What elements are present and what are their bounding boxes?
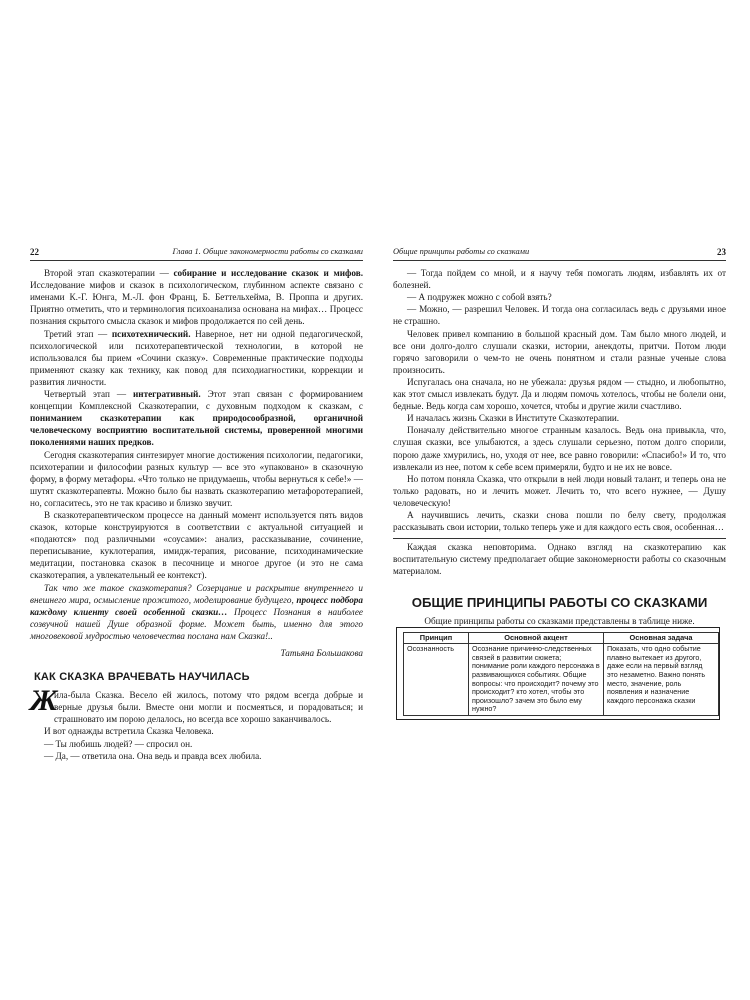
story-paragraph: Человек привел компанию в большой красный дом. Там было много людей, и все они долго-долго слушали сказки, истории, анекдоты, притчи. Потом люди горячо заговорили о чем-то не очень понятном и стали разные ученые слова произносить. [393, 328, 726, 375]
text-run: Четвертый этап — [44, 389, 133, 400]
story-paragraph: ила-была Сказка. Весело ей жилось, потому что рядом всегда добрые и верные друзья были. Вместе они могли и посмеяться, и порадоваться; и страшновато им порою делалось, но всегда все хорошо заканчивалось. [54, 690, 363, 725]
paragraph-five-kinds: В сказкотерапевтическом процессе на данный момент используется пять видов сказок, которые конструируются в соответствии с актуальной ситуацией и «подаются» под различными «соусами»: анализ, рассказывание, сочинение, переписывание, куклотерапия, имидж-терапия, рисование, психодинамические медитации, постановка сказок в песочнице и многое другое (и это не сама сказкотерапия, а увлекательный ее контекст). [30, 509, 363, 581]
text-run: Третий этап — [44, 328, 112, 339]
text-run: Второй этап сказкотерапии — [44, 268, 174, 279]
table-cell: Осознание причинно-следственных связей в развитии сюжета; понимание роли каждого персонажа в развивающихся событиях. Общие вопросы: что происходит? почему это происходит? кто хотел, чтобы это произошло? зачем это было ему нужно? [469, 644, 604, 716]
story-line: — Да, — ответила она. Она ведь и правда всех любила. [44, 750, 262, 761]
left-page-number: 22 [30, 247, 39, 257]
author-signature: Татьяна Большакова [280, 648, 363, 658]
story-paragraph: Но потом поняла Сказка, что открыли в ней люди новый талант, и теперь она не только радовать, но и лечить может. Лечить то, что всего нужнее, — Душу человеческую! [393, 473, 726, 508]
right-running-title: Общие принципы работы со сказками [393, 247, 530, 256]
principles-table [403, 632, 719, 716]
table-cell: Осознанность [404, 644, 469, 716]
story-line: И вот однажды встретила Сказка Человека. [44, 726, 214, 737]
story-line: — Ты любишь людей? — спросил он. [44, 738, 193, 749]
table-header-cell: Основной акцент [469, 632, 604, 644]
table-header-cell: Основная задача [604, 632, 719, 644]
story-opening [30, 684, 363, 725]
text-run: Исследование мифов и сказок в психологическом, глубинном аспекте связано с именами К.-Г. Юнга, М.-Л. фон Франц, Б. Беттельхейма, В. Проппа и других. Приятно отметить, что и терминология психоанализа основана на мифах… Процесс познания скрытого смысла сказок и мифов продолжается по сей день. [30, 280, 363, 327]
paragraph-conclusion: Каждая сказка неповторима. Однако взгляд на сказкотерапию как воспитательную систему предполагает общие закономерности работы со сказочным материалом. [393, 542, 726, 577]
drop-cap: Ж [30, 684, 58, 718]
bold-italic-text-run: процесс подбора каждому клиенту своей особенной сказки… [30, 594, 363, 617]
right-page [393, 246, 726, 766]
bold-text-run: психотехнический. [111, 328, 191, 339]
principles-table-frame [396, 627, 720, 720]
left-running-head [30, 246, 363, 261]
story-line: — Тогда пойдем со мной, и я научу тебя помогать людям, избавлять их от болезней. [393, 268, 726, 291]
text-run: Этот этап связан с формированием концепции Комплексной Сказкотерапии, с духовным подходом к сказкам, с [30, 389, 363, 412]
story-paragraph: Испугалась она сначала, но не убежала: друзья рядом — стыдно, и любопытно, как этот смысл извлекать будут. Да и людям помочь хотелось, чтобы не болели они, бедные. Ведь когда сам хорошо, хочется, чтобы и другие жили счастливо. [393, 376, 726, 412]
italic-text-run: Процесс Познания в наиболее созвучной нашей Душе образной форме. Может быть, именно для этого многовековой мудростью человечества послана нам Сказка!.. [30, 606, 363, 641]
paragraph-stage-two [30, 267, 363, 327]
section-heading-principles: ОБЩИЕ ПРИНЦИПЫ РАБОТЫ СО СКАЗКАМИ [411, 595, 708, 611]
left-page [30, 246, 363, 766]
table-cell: Показать, что одно событие плавно вытекает из другого, даже если на первый взгляд это незаметно. Важно понять место, значение, роль появления и назначение каждого персонажа сказки [604, 644, 719, 716]
table-row [404, 644, 719, 716]
paragraph-stage-four [30, 388, 363, 448]
right-running-head [393, 246, 726, 261]
bold-text-run: интегративный. [133, 389, 201, 400]
bold-text-run: пониманием сказкотерапии как природосообразной, органичной человеческому восприятию воспитательной системы, проверенной многими поколениями наших предков. [30, 413, 363, 448]
section-heading-story: КАК СКАЗКА ВРАЧЕВАТЬ НАУЧИЛАСЬ [34, 671, 250, 684]
table-header-cell: Принцип [404, 632, 469, 644]
story-line: И началась жизнь Сказки в Институте Сказкотерапии. [407, 413, 620, 424]
paragraph-synthesis: Сегодня сказкотерапия синтезирует многие достижения психологии, педагогики, психотерапии и философии разных культур — все это «упаковано» в сказочную форму, в форму метафоры. «Что только не придумаешь, чтобы вернуться к себе!» — шутят сказкотерапевты. Можно было бы назвать сказкотерапию метафоротерапией, но, согласитесь, это не так красиво и близко звучит. [30, 449, 363, 508]
italic-text-run: Так что же такое сказкотерапия? Созерцание и раскрытие внутреннего и внешнего мира, осмысление прожитого, моделирование будущего, [30, 582, 363, 605]
bold-text-run: собирание и исследование сказок и мифов. [173, 268, 363, 279]
story-line: — Можно, — разрешил Человек. И тогда она согласилась ведь с друзьями иное не страшно. [393, 304, 726, 327]
right-page-number: 23 [717, 247, 726, 257]
story-paragraph: А научившись лечить, сказки снова пошли по белу свету, продолжая рассказывать свои истории, только теперь уже и для каждого есть своя, особенная… [393, 509, 726, 533]
paragraph-definition [30, 582, 363, 642]
table-header-row [404, 632, 719, 644]
paragraph-stage-three [30, 328, 363, 388]
table-intro: Общие принципы работы со сказками представлены в таблице ниже. [424, 615, 695, 626]
story-line: — А подружек можно с собой взять? [407, 292, 552, 303]
text-run: Наверное, нет ни одной педагогической, психологической или психотерапевтической технологии, в которой не использовался бы прием «Сочини сказку». Современные практические подходы применяют сказку как технику, как повод для психодиагностики, коррекции и развития личности. [30, 328, 363, 387]
story-paragraph: Поначалу действительно многое странным казалось. Ведь она привыкла, что, слушая сказки, все улыбаются, а здесь слушали серьезно, потом долго спорили, порою даже хмурились, но, уходя от нее, все равно говорили: «Спасибо!» И то, что извлекали из нее, потом к себе всем примеряли, будто и не их не вовсе. [393, 425, 726, 472]
story-divider [393, 538, 726, 577]
left-running-title: Глава 1. Общие закономерности работы со сказками [172, 247, 363, 256]
